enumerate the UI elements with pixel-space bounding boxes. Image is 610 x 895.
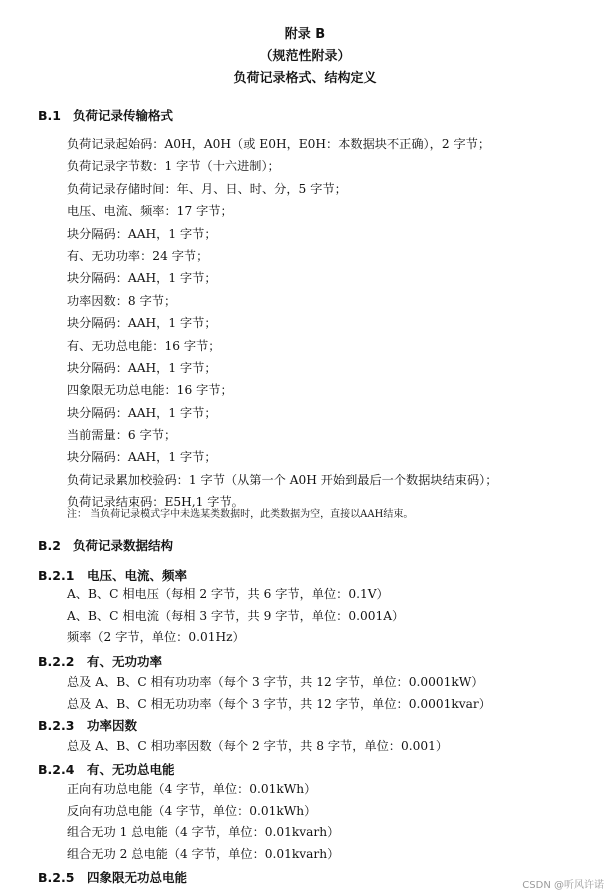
subsection-b22-list (67, 672, 491, 715)
list-item: 当前需量：6 字节； (67, 428, 177, 443)
list-item: 负荷记录字节数：1 字节（十六进制）； (67, 159, 280, 174)
list-item: 反向有功总电能（4 字节，单位：0.01kWh） (67, 803, 317, 818)
subsection-number: B.2.2 (38, 654, 75, 669)
subsection-title: 四象限无功总电能 (87, 870, 188, 885)
subsection-number: B.2.1 (38, 568, 75, 583)
document-title: 负荷记录格式、结构定义 (233, 71, 377, 86)
list-item: 块分隔码：AAH，1 字节； (67, 360, 217, 375)
list-item: 总及 A、B、C 相有功功率（每个 3 字节，共 12 字节，单位：0.0001kW） (67, 675, 484, 689)
section-title: 负荷记录传输格式 (73, 108, 174, 123)
section-title: 负荷记录数据结构 (73, 538, 174, 553)
subsection-title: 电压、电流、频率 (87, 568, 188, 583)
section-b2-heading (38, 536, 173, 554)
subsection-number: B.2.4 (38, 762, 75, 777)
annex-label: 附录 B (284, 27, 326, 42)
list-item: 负荷记录结束码：E5H,1 字节。 (67, 495, 244, 510)
annex-type: （规范性附录） (259, 49, 351, 64)
list-item: A、B、C 相电压（每相 2 字节，共 6 字节，单位：0.1V） (67, 587, 389, 601)
list-item: 块分隔码：AAH，1 字节； (67, 316, 217, 331)
list-item: 块分隔码：AAH，1 字节； (67, 450, 217, 465)
subsection-title: 有、无功总电能 (87, 762, 175, 777)
list-item: 频率（2 字节，单位：0.01Hz） (67, 630, 245, 645)
subsection-number: B.2.3 (38, 718, 75, 733)
section-b1-heading (38, 106, 173, 124)
section-b1-list (67, 133, 497, 514)
list-item: 正向有功总电能（4 字节，单位：0.01kWh） (67, 782, 317, 796)
subsection-b22-heading (38, 652, 162, 670)
subsection-title: 有、无功功率 (87, 654, 163, 669)
list-item: 块分隔码：AAH，1 字节； (67, 271, 217, 286)
list-item: 组合无功 2 总电能（4 字节，单位：0.01kvarh） (67, 846, 340, 861)
list-item: 组合无功 1 总电能（4 字节，单位：0.01kvarh） (67, 825, 340, 840)
subsection-b24-list (67, 779, 339, 865)
list-item: 总及 A、B、C 相功率因数（每个 2 字节，共 8 字节，单位：0.001） (67, 739, 449, 753)
list-item: 负荷记录起始码：A0H，A0H（或 E0H，E0H：本数据块不正确），2 字节； (67, 137, 491, 151)
list-item: 总及 A、B、C 相无功功率（每个 3 字节，共 12 字节，单位：0.0001kvar） (67, 696, 491, 711)
section-b1-note: 注： 当负荷记录模式字中未选某类数据时，此类数据为空，直接以AAH结束。 (67, 509, 414, 520)
watermark-text: CSDN @听风许诺 (522, 880, 604, 891)
subsection-b24-heading (38, 760, 175, 778)
list-item: A、B、C 相电流（每相 3 字节，共 9 字节，单位：0.001A） (67, 608, 405, 623)
subsection-b23-heading (38, 716, 137, 734)
subsection-b25-heading (38, 868, 187, 886)
section-number: B.1 (38, 108, 61, 123)
subsection-number: B.2.5 (38, 870, 75, 885)
list-item: 有、无功功率：24 字节； (67, 248, 209, 263)
list-item: 块分隔码：AAH，1 字节； (67, 226, 217, 241)
list-item: 功率因数：8 字节； (67, 293, 177, 308)
list-item: 有、无功总电能：16 字节； (67, 338, 221, 353)
list-item: 负荷记录存储时间：年、月、日、时、分，5 字节； (67, 181, 347, 196)
subsection-b23-list (67, 736, 448, 758)
subsection-b21-heading (38, 566, 187, 584)
list-item: 电压、电流、频率：17 字节； (67, 204, 233, 219)
subsection-b21-list (67, 584, 404, 649)
section-number: B.2 (38, 538, 61, 553)
list-item: 负荷记录累加校验码：1 字节（从第一个 A0H 开始到最后一个数据块结束码）； (67, 472, 498, 487)
list-item: 四象限无功总电能：16 字节； (67, 383, 233, 398)
list-item: 块分隔码：AAH，1 字节； (67, 405, 217, 420)
subsection-title: 功率因数 (87, 718, 138, 733)
